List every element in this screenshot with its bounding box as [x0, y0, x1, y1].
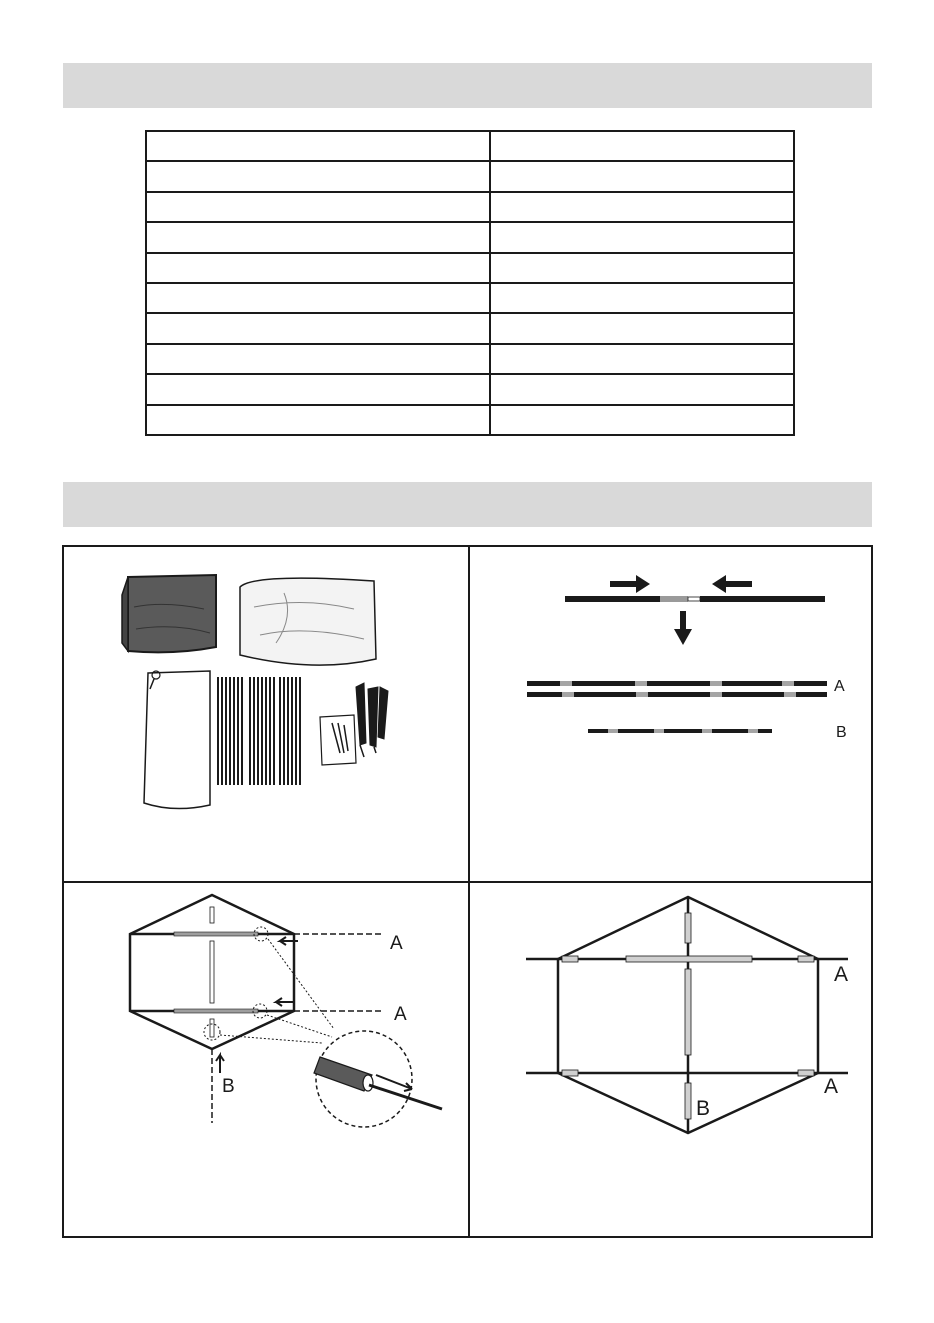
spec-label-cell: [146, 374, 490, 404]
spec-label-cell: [146, 344, 490, 374]
spec-value-cell: [490, 253, 794, 283]
spec-value-cell: [490, 222, 794, 252]
pole-label-a: A: [394, 1004, 407, 1025]
stakes-icon: [356, 683, 388, 757]
spec-label-cell: [146, 131, 490, 161]
sleeve-vertical: [210, 907, 214, 1037]
spec-label-cell: [146, 222, 490, 252]
pole-label-a: A: [390, 933, 403, 954]
spec-label-cell: [146, 161, 490, 191]
pole-detail-zoom: [314, 1057, 442, 1109]
table-row: [146, 131, 794, 161]
spec-value-cell: [490, 405, 794, 435]
pole-insertion-diagram: [64, 883, 468, 1236]
spec-value-cell: [490, 161, 794, 191]
sleeve-top: [174, 932, 258, 936]
pole-b: [588, 729, 772, 733]
tent-inner-bag-icon: [240, 578, 376, 665]
assembled-frame-diagram: [470, 883, 872, 1236]
panel-assembled-frame: [470, 883, 872, 1236]
spec-label-cell: [146, 253, 490, 283]
table-row: [146, 344, 794, 374]
spec-value-cell: [490, 313, 794, 343]
arrow-right-icon: [610, 575, 650, 593]
pole-a-upper: [527, 681, 827, 686]
table-row: [146, 222, 794, 252]
pole-label-a: A: [834, 678, 845, 695]
pole-label-b: B: [222, 1076, 235, 1097]
tent-fly-bag-icon: [122, 575, 216, 652]
section-header-bar: [63, 482, 872, 527]
pole-label-a: A: [834, 963, 849, 986]
package-contents-illustration: [64, 547, 468, 881]
pole-label-a: A: [824, 1075, 839, 1098]
pole-joining-illustration: [565, 596, 825, 602]
spec-value-cell: [490, 283, 794, 313]
spec-value-cell: [490, 344, 794, 374]
arrow-left-icon: [276, 998, 294, 1006]
detail-callout: [204, 927, 412, 1127]
spec-value-cell: [490, 374, 794, 404]
spec-label-cell: [146, 192, 490, 222]
spec-label-cell: [146, 283, 490, 313]
spec-table: [145, 130, 795, 436]
arrow-up-icon: [216, 1055, 224, 1073]
pole-a-lower: [527, 692, 827, 697]
sleeve-bottom: [174, 1009, 258, 1013]
spec-label-cell: [146, 405, 490, 435]
panel-insert-poles: [64, 883, 468, 1236]
table-row: [146, 374, 794, 404]
arrow-left-icon: [712, 575, 752, 593]
table-row: [146, 313, 794, 343]
table-row: [146, 283, 794, 313]
spec-value-cell: [490, 131, 794, 161]
storage-bag-icon: [144, 671, 210, 809]
arrow-down-icon: [674, 611, 692, 645]
table-row: [146, 161, 794, 191]
spec-value-cell: [490, 192, 794, 222]
table-row: [146, 253, 794, 283]
pole-label-b: B: [836, 724, 847, 741]
pole-label-b: B: [696, 1097, 711, 1120]
panel-pole-assembly: [470, 547, 872, 881]
panel-contents: [64, 547, 468, 881]
table-row: [146, 405, 794, 435]
poles-bundle-icon: [218, 677, 300, 785]
pegs-bag-icon: [320, 715, 356, 765]
table-row: [146, 192, 794, 222]
section-header-bar: [63, 63, 872, 108]
spec-label-cell: [146, 313, 490, 343]
arrow-left-icon: [280, 937, 298, 945]
pole-assembly-diagram: [470, 547, 872, 881]
